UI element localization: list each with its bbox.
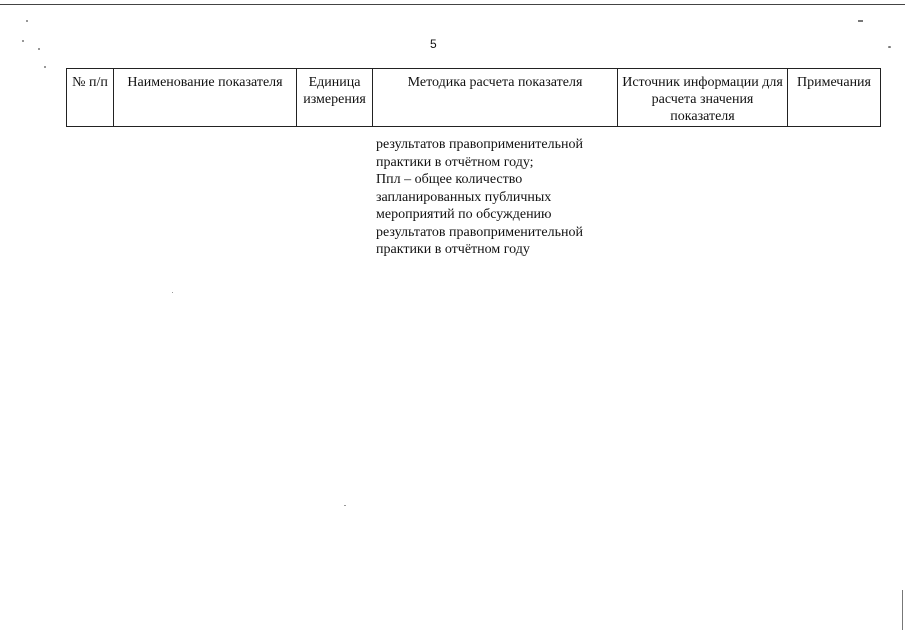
methodology-line: мероприятий по обсуждению xyxy=(376,207,552,222)
scan-speck xyxy=(38,48,40,50)
scan-speck xyxy=(888,46,891,48)
methodology-line: практики в отчётном году xyxy=(376,242,530,257)
methodology-line: Ппл – общее количество xyxy=(376,172,523,187)
scan-speck xyxy=(44,66,46,68)
methodology-line: запланированных публичных xyxy=(376,189,552,205)
table-header-row xyxy=(67,69,881,127)
methodology-line: практики в отчётном году; xyxy=(376,154,534,170)
header-methodology: Методика расчета показателя xyxy=(373,69,618,127)
scan-speck xyxy=(858,20,863,22)
methodology-continuation xyxy=(376,136,616,259)
header-unit: Единица измерения xyxy=(297,69,373,127)
scan-right-edge xyxy=(902,590,903,630)
scan-speck xyxy=(344,505,346,506)
header-indicator-name: Наименование показателя xyxy=(114,69,297,127)
indicator-table-header xyxy=(66,68,881,127)
header-notes: Примечания xyxy=(788,69,881,127)
scan-speck xyxy=(22,40,24,42)
scan-speck xyxy=(26,20,28,22)
header-data-source: Источник информации для расчета значения показателя xyxy=(618,69,788,127)
scan-top-edge xyxy=(0,4,905,5)
header-number-col: № п/п xyxy=(67,69,114,127)
methodology-line: результатов правоприменительной xyxy=(376,137,583,152)
methodology-line: результатов правоприменительной xyxy=(376,224,583,240)
scan-speck xyxy=(172,292,173,293)
page-number: 5 xyxy=(430,37,437,51)
